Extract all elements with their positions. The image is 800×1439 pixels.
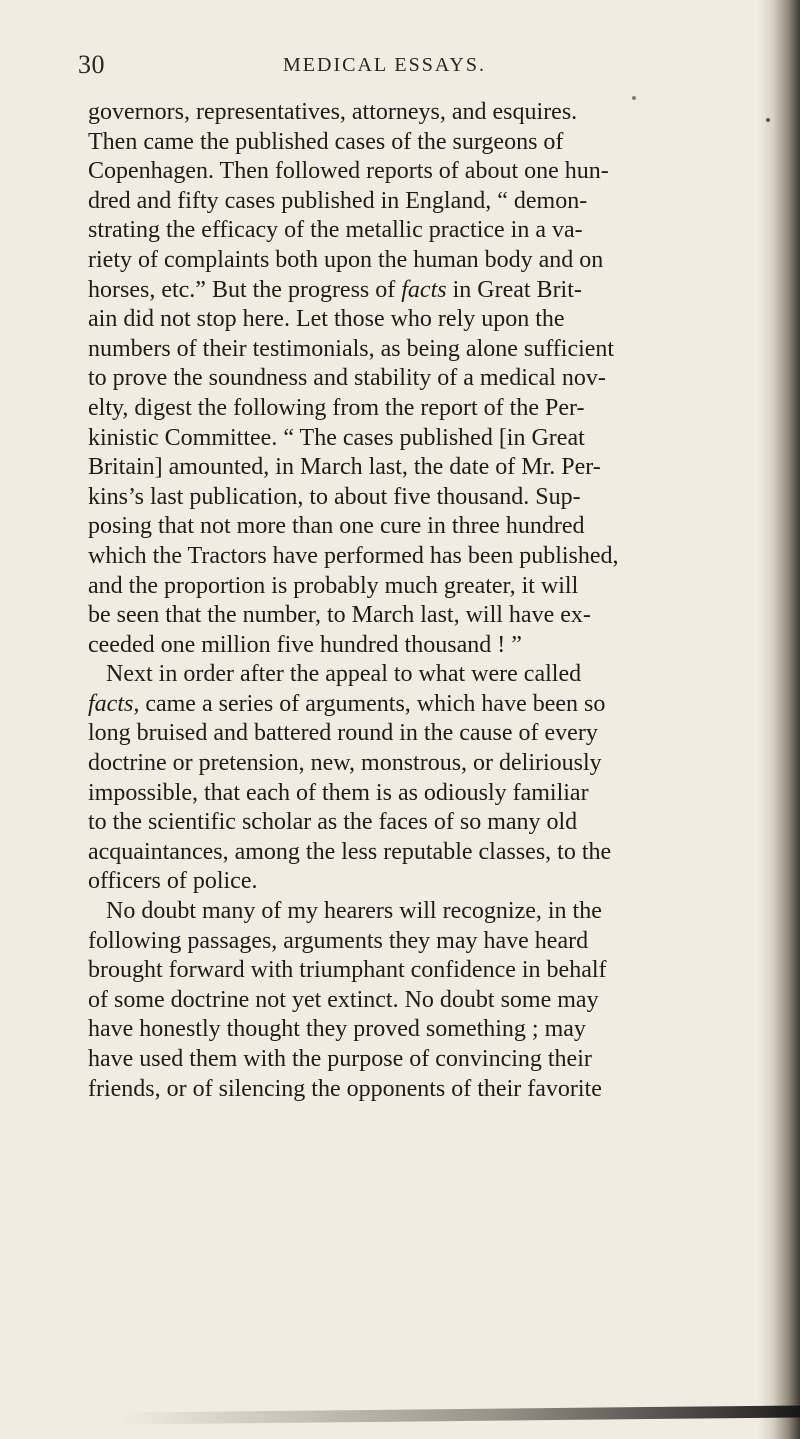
text-line: [88, 276, 738, 306]
text-line: riety of complaints both upon the human body and on: [88, 246, 604, 273]
text-line: to prove the soundness and stability of a medical nov-: [88, 365, 606, 392]
text-line: long bruised and battered round in the cause of every: [88, 720, 598, 747]
body-text: [88, 98, 738, 1104]
page-number: 30: [78, 50, 105, 79]
text-line: Then came the published cases of the surgeons of: [88, 128, 564, 155]
text-line: numbers of their testimonials, as being alone sufficient: [88, 335, 615, 362]
text-line: Next in order after the appeal to what were called: [106, 661, 582, 688]
text-line: and the proportion is probably much greater, it will: [88, 572, 579, 599]
running-head: MEDICAL ESSAYS.: [283, 54, 486, 76]
text-line: have used them with the purpose of convincing their: [88, 1046, 592, 1072]
text-line: officers of police.: [88, 868, 258, 895]
text-line: brought forward with triumphant confidence in behalf: [88, 957, 607, 984]
text-line: following passages, arguments they may have heard: [88, 927, 589, 954]
text-line: Britain] amounted, in March last, the date of Mr. Per-: [88, 454, 601, 481]
text-line: posing that not more than one cure in three hundred: [88, 513, 585, 540]
text-line: which the Tractors have performed has been published,: [88, 542, 619, 569]
text-line: kinistic Committee. “ The cases published [in Great: [88, 424, 585, 451]
text-line: dred and fifty cases published in England, “ demon-: [88, 187, 588, 214]
text-line: friends, or of silencing the opponents of their favorite: [88, 1075, 602, 1102]
text-line: governors, representatives, attorneys, and esquires.: [88, 99, 578, 125]
paper-speck: [766, 118, 770, 122]
text-line: kins’s last publication, to about five thousand. Sup-: [88, 483, 581, 510]
spine-shadow: [758, 0, 800, 1439]
text-line: acquaintances, among the less reputable classes, to the: [88, 838, 612, 865]
text-line: of some doctrine not yet extinct. No doubt some may: [88, 986, 599, 1013]
page-bottom-edge: [120, 1405, 800, 1424]
text-line: No doubt many of my hearers will recognize, in the: [106, 898, 602, 925]
text-line: ain did not stop here. Let those who rely upon the: [88, 306, 565, 333]
text-line: ceeded one million five hundred thousand ! ”: [88, 631, 522, 658]
page-header: [78, 44, 728, 84]
text-line: to the scientific scholar as the faces of so many old: [88, 809, 578, 836]
text-line: impossible, that each of them is as odiously familiar: [88, 779, 589, 806]
text-line: be seen that the number, to March last, will have ex-: [88, 602, 591, 629]
italic-term: facts: [401, 276, 447, 303]
text-line: Copenhagen. Then followed reports of about one hun-: [88, 158, 609, 185]
text-line: strating the efficacy of the metallic practice in a va-: [88, 217, 583, 244]
italic-term: facts,: [88, 690, 140, 717]
text-line-segment: horses, etc.” But the progress of: [88, 276, 402, 303]
text-line: [88, 690, 738, 720]
text-line-segment: came a series of arguments, which have been so: [139, 690, 606, 717]
text-line: doctrine or pretension, new, monstrous, or deliriously: [88, 750, 602, 777]
text-line-segment: in Great Brit-: [446, 276, 582, 303]
text-line: elty, digest the following from the report of the Per-: [88, 394, 585, 421]
text-line: have honestly thought they proved something ; may: [88, 1016, 586, 1043]
